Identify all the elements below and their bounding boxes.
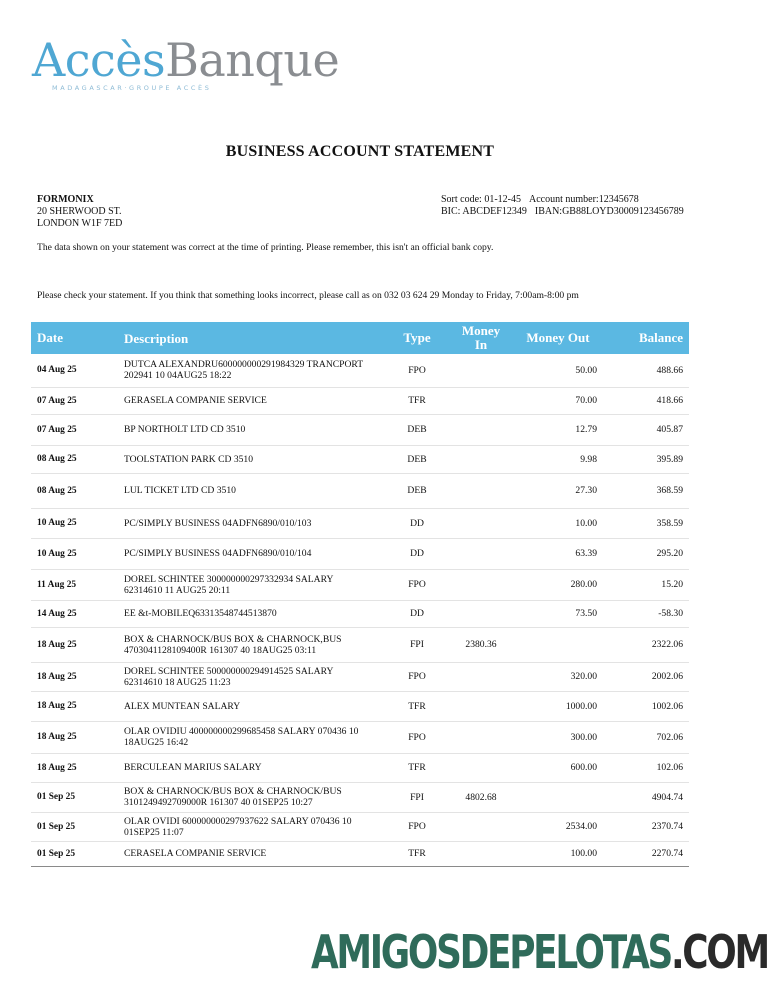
table-row <box>31 627 689 662</box>
cell-money-out: 300.00 <box>515 721 601 753</box>
cell-balance: 395.89 <box>601 445 689 473</box>
logo-wordmark <box>32 34 352 86</box>
cell-type: TFR <box>387 753 447 782</box>
customer-company: FORMONIX <box>37 194 94 205</box>
description-line1: BOX & CHARNOCK/BUS BOX & CHARNOCK/BUS <box>124 786 342 797</box>
cell-money-out: 63.39 <box>515 538 601 569</box>
cell-date: 18 Aug 25 <box>31 691 117 721</box>
check-statement-note: Please check your statement. If you think that something looks incorrect, please call as on 032 03 624 29 Monday to Friday, 7:00am-8:00 pm <box>37 290 579 301</box>
cell-date: 07 Aug 25 <box>31 387 117 414</box>
cell-date: 01 Sep 25 <box>31 782 117 812</box>
customer-address-line2: LONDON W1F 7ED <box>37 218 123 229</box>
cell-balance: 102.06 <box>601 753 689 782</box>
cell-money-out: 50.00 <box>515 354 601 387</box>
cell-balance: 2002.06 <box>601 662 689 691</box>
description-line1: GERASELA COMPANIE SERVICE <box>124 395 267 406</box>
customer-address-line1: 20 SHERWOOD ST. <box>37 206 122 217</box>
cell-description <box>117 721 387 753</box>
cell-money-in: 2380.36 <box>447 627 515 662</box>
table-row <box>31 473 689 508</box>
description-line1: DUTCA ALEXANDRU600000000291984329 TRANCPORT <box>124 359 364 371</box>
cell-description <box>117 600 387 627</box>
table-row <box>31 600 689 627</box>
cell-money-out: 73.50 <box>515 600 601 627</box>
header-type: Type <box>387 322 447 354</box>
cell-description <box>117 662 387 691</box>
cell-money-in <box>447 354 515 387</box>
watermark-suffix: .COM <box>671 925 768 979</box>
cell-balance: 358.59 <box>601 508 689 538</box>
table-row <box>31 414 689 445</box>
bank-info <box>441 194 684 218</box>
transactions-body <box>31 354 689 866</box>
bic-code: BIC: ABCDEF12349 <box>441 206 527 217</box>
description-line2: 62314610 18 AUG25 11:23 <box>124 676 231 688</box>
logo-acces-text: Accès <box>32 33 166 87</box>
cell-description <box>117 812 387 841</box>
logo-subtitle: MADAGASCAR·GROUPE ACCÈS <box>52 84 212 92</box>
cell-money-out: 2534.00 <box>515 812 601 841</box>
cell-money-in <box>447 721 515 753</box>
cell-date: 14 Aug 25 <box>31 600 117 627</box>
cell-date: 08 Aug 25 <box>31 445 117 473</box>
cell-money-out: 1000.00 <box>515 691 601 721</box>
cell-date: 10 Aug 25 <box>31 538 117 569</box>
header-money-in-line1: Money <box>461 323 501 338</box>
cell-money-in <box>447 538 515 569</box>
cell-description <box>117 627 387 662</box>
cell-date: 10 Aug 25 <box>31 508 117 538</box>
header-description: Description <box>117 322 387 354</box>
cell-money-in <box>447 662 515 691</box>
table-row <box>31 691 689 721</box>
cell-money-in <box>447 508 515 538</box>
cell-balance: 368.59 <box>601 473 689 508</box>
cell-money-in <box>447 812 515 841</box>
cell-money-out: 12.79 <box>515 414 601 445</box>
cell-type: DEB <box>387 473 447 508</box>
cell-money-in <box>447 600 515 627</box>
cell-type: TFR <box>387 387 447 414</box>
account-number: Account number:12345678 <box>529 194 639 205</box>
cell-money-in: 4802.68 <box>447 782 515 812</box>
header-money-in-line2: In <box>474 337 488 352</box>
cell-balance: 418.66 <box>601 387 689 414</box>
table-row <box>31 841 689 866</box>
cell-money-in <box>447 569 515 600</box>
table-row <box>31 508 689 538</box>
cell-balance: 15.20 <box>601 569 689 600</box>
cell-balance: 488.66 <box>601 354 689 387</box>
description-line1: OLAR OVIDI 600000000297937622 SALARY 070436 10 <box>124 815 352 827</box>
logo-banque-text: Banque <box>165 33 340 87</box>
description-line1: OLAR OVIDIU 400000000299685458 SALARY 070436 10 <box>124 726 359 737</box>
watermark-main: AMIGOSDEPELOTAS <box>311 925 672 979</box>
cell-balance: 1002.06 <box>601 691 689 721</box>
table-row <box>31 387 689 414</box>
cell-type: FPO <box>387 812 447 841</box>
cell-description <box>117 841 387 866</box>
cell-description <box>117 569 387 600</box>
customer-address <box>37 194 122 230</box>
cell-date: 18 Aug 25 <box>31 662 117 691</box>
cell-money-out: 10.00 <box>515 508 601 538</box>
cell-description <box>117 538 387 569</box>
cell-date: 18 Aug 25 <box>31 753 117 782</box>
cell-money-out <box>515 627 601 662</box>
cell-money-out <box>515 782 601 812</box>
cell-description <box>117 473 387 508</box>
cell-date: 07 Aug 25 <box>31 414 117 445</box>
iban-code: IBAN:GB88LOYD30009123456789 <box>534 206 684 217</box>
cell-type: DD <box>387 600 447 627</box>
cell-money-in <box>447 473 515 508</box>
cell-type: TFR <box>387 841 447 866</box>
cell-description <box>117 782 387 812</box>
description-line1: DOREL SCHINTEE 300000000297332934 SALARY <box>124 573 334 585</box>
cell-description <box>117 445 387 473</box>
data-accuracy-note: The data shown on your statement was correct at the time of printing. Please remember, this isn't an official bank copy. <box>37 242 494 253</box>
cell-date: 11 Aug 25 <box>31 569 117 600</box>
cell-balance: 2322.06 <box>601 627 689 662</box>
table-header-row <box>31 322 689 354</box>
cell-type: FPO <box>387 721 447 753</box>
cell-money-out: 280.00 <box>515 569 601 600</box>
cell-date: 08 Aug 25 <box>31 473 117 508</box>
cell-description <box>117 753 387 782</box>
cell-description <box>117 354 387 387</box>
description-line1: BP NORTHOLT LTD CD 3510 <box>124 424 246 435</box>
cell-balance: 4904.74 <box>601 782 689 812</box>
description-line2: 202941 10 04AUG25 18:22 <box>124 370 232 382</box>
cell-type: DD <box>387 538 447 569</box>
table-row <box>31 782 689 812</box>
cell-balance: 702.06 <box>601 721 689 753</box>
cell-money-in <box>447 841 515 866</box>
bank-logo <box>32 34 352 98</box>
cell-money-out: 27.30 <box>515 473 601 508</box>
cell-money-out: 9.98 <box>515 445 601 473</box>
description-line2: 4703041128109400R 161307 40 18AUG25 03:11 <box>124 644 317 656</box>
description-line1: LUL TICKET LTD CD 3510 <box>124 485 236 496</box>
cell-description <box>117 387 387 414</box>
cell-balance: -58.30 <box>601 600 689 627</box>
cell-type: FPI <box>387 627 447 662</box>
cell-balance: 2370.74 <box>601 812 689 841</box>
cell-money-out: 320.00 <box>515 662 601 691</box>
description-line2: 62314610 11 AUG25 20:11 <box>124 584 231 596</box>
description-line2: 18AUG25 16:42 <box>124 737 189 748</box>
cell-date: 18 Aug 25 <box>31 627 117 662</box>
description-line2: 01SEP25 11:07 <box>124 826 184 838</box>
description-line1: EE &t-MOBILEQ63313548744513870 <box>124 608 277 619</box>
cell-type: FPO <box>387 662 447 691</box>
description-line1: ALEX MUNTEAN SALARY <box>124 700 241 712</box>
cell-date: 01 Sep 25 <box>31 841 117 866</box>
statement-title: BUSINESS ACCOUNT STATEMENT <box>225 143 495 160</box>
table-row <box>31 538 689 569</box>
cell-money-out: 100.00 <box>515 841 601 866</box>
cell-type: TFR <box>387 691 447 721</box>
table-row <box>31 569 689 600</box>
cell-balance: 405.87 <box>601 414 689 445</box>
sort-code: Sort code: 01-12-45 <box>441 194 521 205</box>
cell-type: FPO <box>387 569 447 600</box>
table-row <box>31 753 689 782</box>
header-date: Date <box>31 322 117 354</box>
cell-type: DD <box>387 508 447 538</box>
watermark-text <box>311 924 768 980</box>
header-money-out: Money Out <box>515 322 601 354</box>
description-line1: CERASELA COMPANIE SERVICE <box>124 848 267 859</box>
description-line2: 3101249492709000R 161307 40 01SEP25 10:27 <box>124 797 313 808</box>
description-line1: BOX & CHARNOCK/BUS BOX & CHARNOCK,BUS <box>124 633 342 645</box>
cell-money-out: 600.00 <box>515 753 601 782</box>
table-row <box>31 662 689 691</box>
cell-money-out: 70.00 <box>515 387 601 414</box>
table-row <box>31 354 689 387</box>
header-money-in <box>447 322 515 354</box>
cell-type: DEB <box>387 414 447 445</box>
cell-description <box>117 691 387 721</box>
cell-money-in <box>447 387 515 414</box>
cell-date: 04 Aug 25 <box>31 354 117 387</box>
cell-money-in <box>447 753 515 782</box>
cell-balance: 295.20 <box>601 538 689 569</box>
transactions-table <box>31 322 689 867</box>
cell-money-in <box>447 414 515 445</box>
cell-date: 01 Sep 25 <box>31 812 117 841</box>
description-line1: BERCULEAN MARIUS SALARY <box>124 762 262 773</box>
description-line1: PC/SIMPLY BUSINESS 04ADFN6890/010/103 <box>124 517 312 529</box>
description-line1: DOREL SCHINTEE 500000000294914525 SALARY <box>124 665 334 677</box>
cell-type: FPI <box>387 782 447 812</box>
table-row <box>31 445 689 473</box>
cell-money-in <box>447 691 515 721</box>
cell-type: DEB <box>387 445 447 473</box>
cell-description <box>117 414 387 445</box>
description-line1: PC/SIMPLY BUSINESS 04ADFN6890/010/104 <box>124 548 312 559</box>
table-row <box>31 721 689 753</box>
cell-balance: 2270.74 <box>601 841 689 866</box>
table-row <box>31 812 689 841</box>
header-balance: Balance <box>601 322 689 354</box>
cell-description <box>117 508 387 538</box>
cell-date: 18 Aug 25 <box>31 721 117 753</box>
description-line1: TOOLSTATION PARK CD 3510 <box>124 453 254 465</box>
cell-money-in <box>447 445 515 473</box>
cell-type: FPO <box>387 354 447 387</box>
